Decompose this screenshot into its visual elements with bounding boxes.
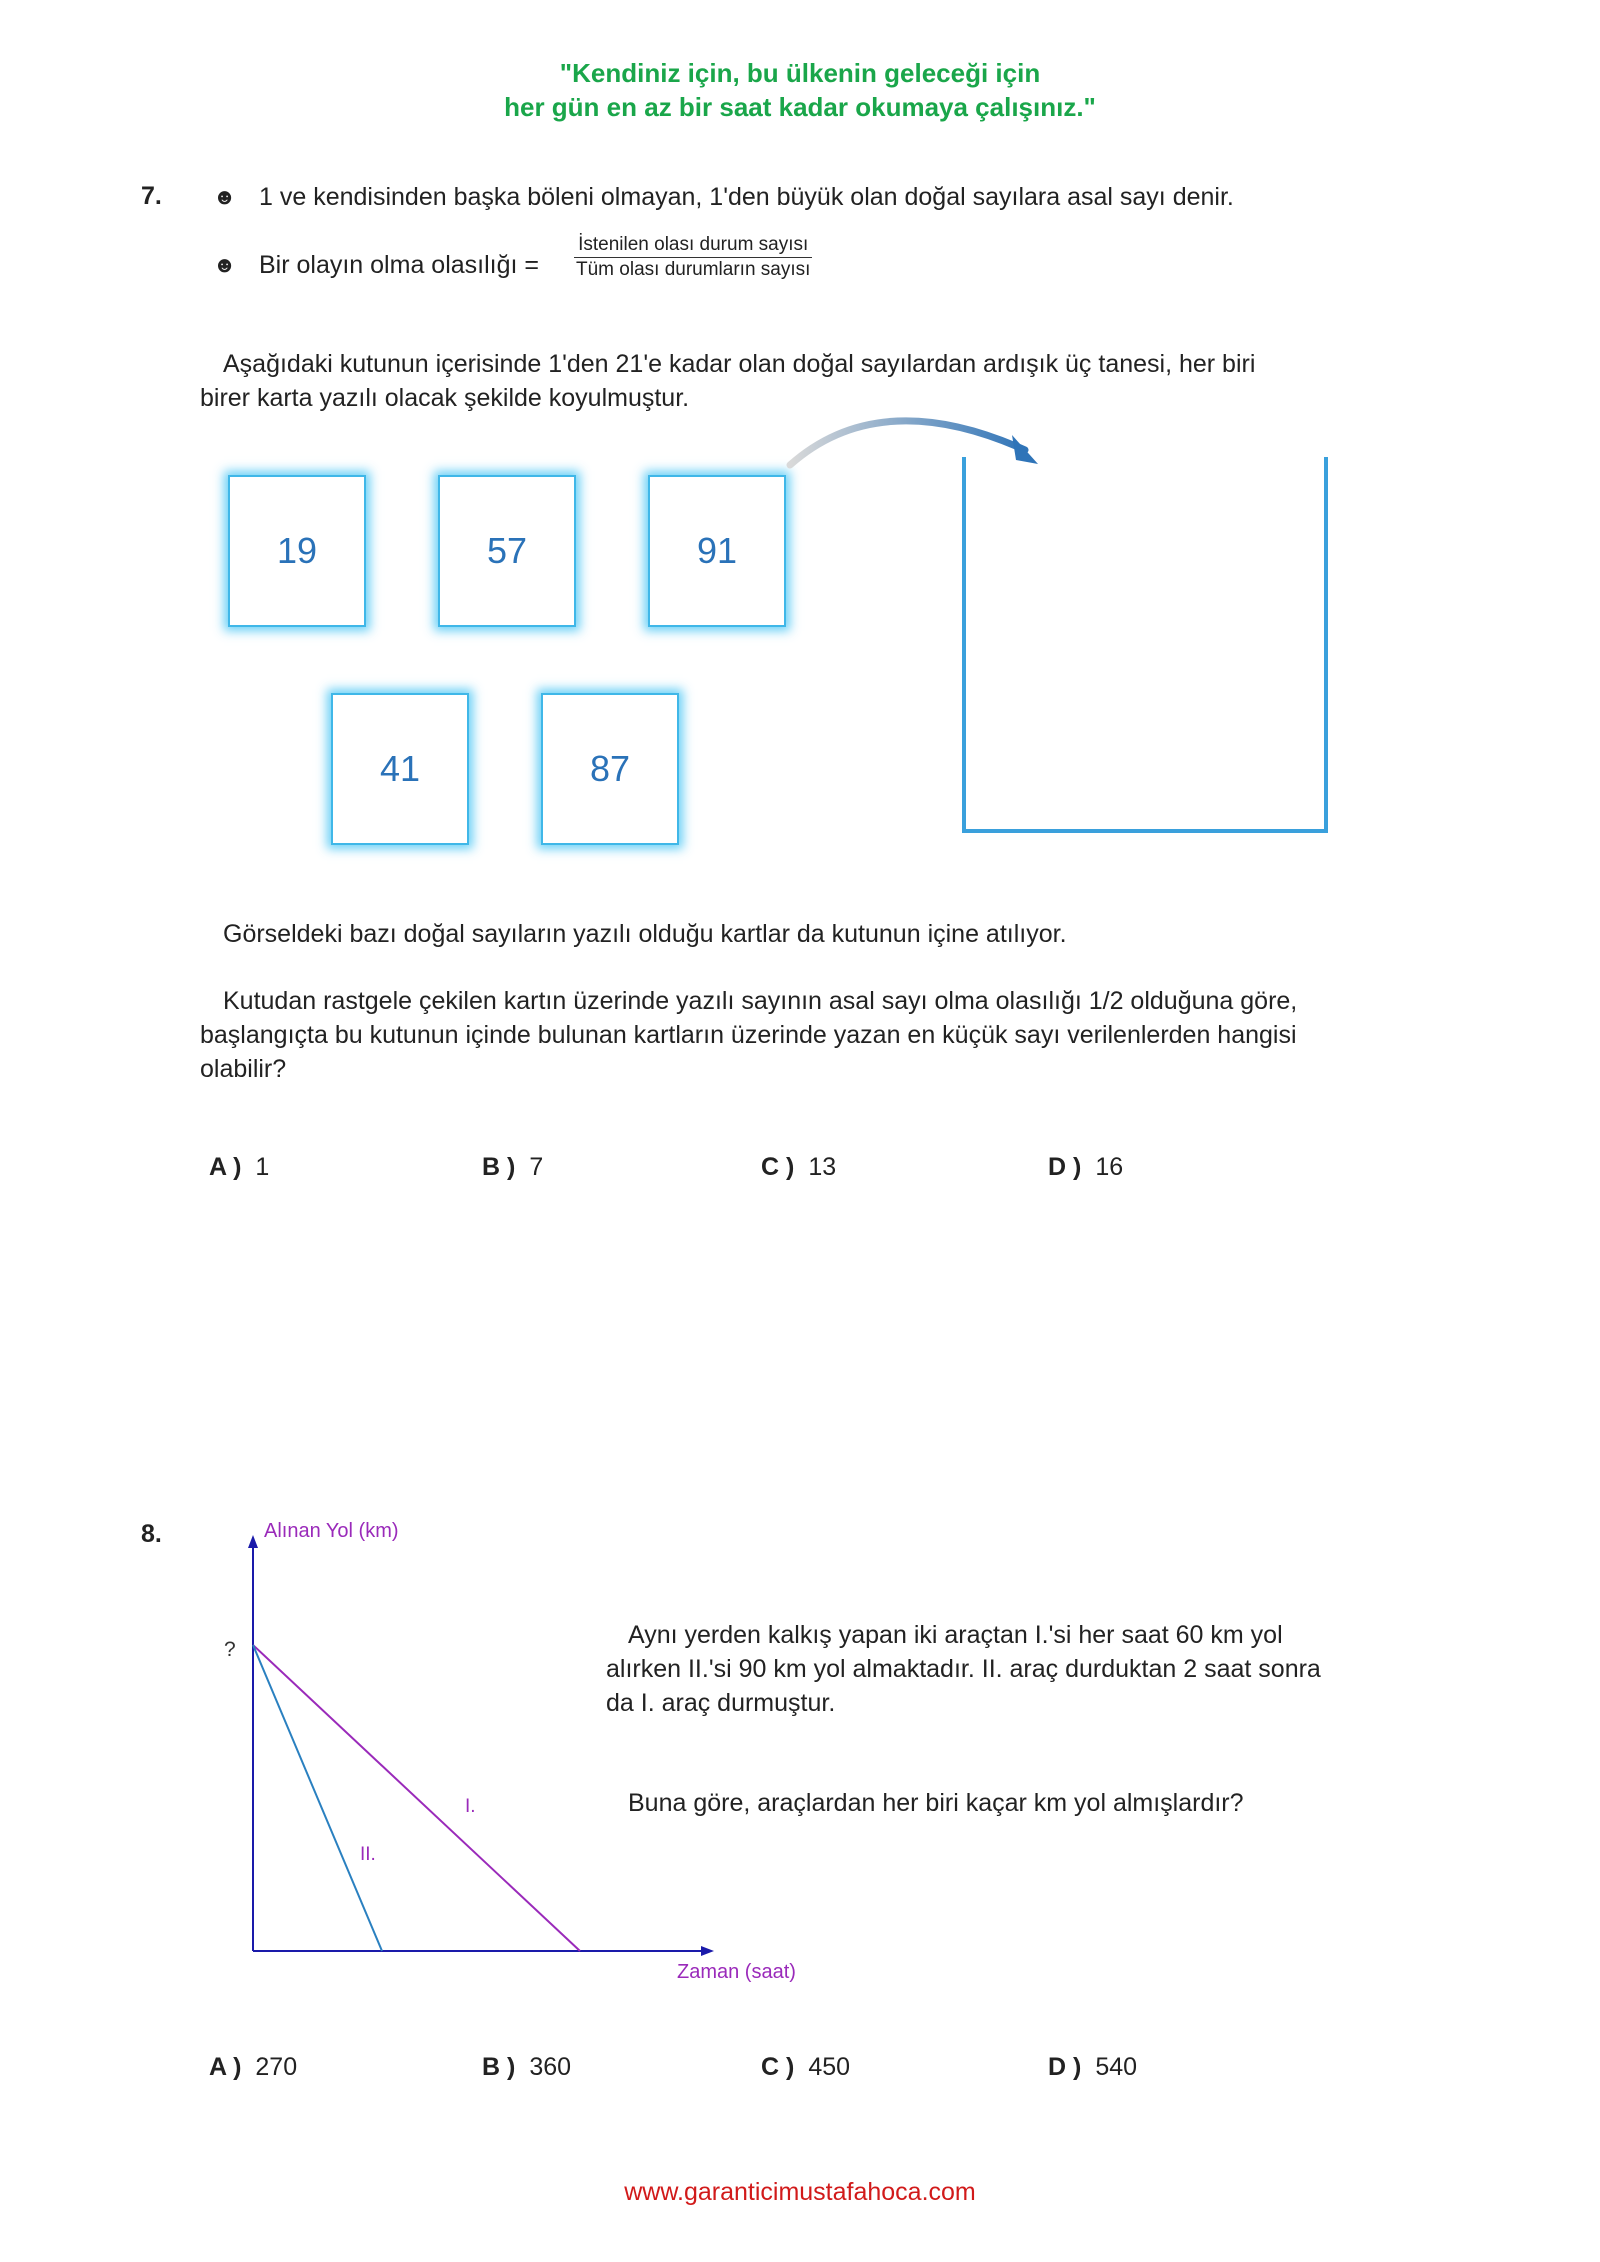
q7-option-b[interactable]: B ) 7 — [482, 1153, 544, 1181]
y-axis-label: Alınan Yol (km) — [264, 1520, 399, 1542]
footer-website-link[interactable]: www.garanticimustafahoca.com — [624, 2178, 976, 2206]
x-axis-arrow-icon — [701, 1946, 714, 1956]
q8-option-b[interactable]: B ) 360 — [482, 2053, 572, 2081]
q7-option-d[interactable]: D ) 16 — [1048, 1153, 1124, 1181]
q8-text-line-1: Aynı yerden kalkış yapan iki araçtan I.'si her saat 60 km yol — [628, 1621, 1283, 1649]
y-axis-arrow-icon — [248, 1535, 258, 1548]
line-ii — [253, 1645, 382, 1951]
q7-option-a[interactable]: A ) 1 — [209, 1153, 270, 1181]
intro-line-1: Aşağıdaki kutunun içerisinde 1'den 21'e kadar olan doğal sayılardan ardışık üç tanesi, her biri — [223, 350, 1256, 378]
intro-line-2: birer karta yazılı olacak şekilde koyulmuştur. — [200, 384, 690, 412]
smiley-bullet-icon: ☻ — [213, 184, 237, 209]
question-7-number: 7. — [141, 182, 162, 210]
probability-fraction — [572, 233, 814, 282]
distance-time-graph — [220, 1515, 820, 1995]
smiley-bullet-icon: ☻ — [213, 252, 237, 277]
q8-option-a[interactable]: A ) 270 — [209, 2053, 298, 2081]
q7-option-c[interactable]: C ) 13 — [761, 1153, 837, 1181]
q8-text-line-2: alırken II.'si 90 km yol almaktadır. II. araç durduktan 2 saat sonra — [606, 1655, 1321, 1683]
motto-line-1: "Kendiniz için, bu ülkenin geleceği için — [559, 58, 1041, 88]
number-card: 41 — [331, 693, 469, 845]
fraction-denominator: Tüm olası durumların sayısı — [576, 259, 811, 280]
question-8-number: 8. — [141, 1520, 162, 1548]
q8-option-d[interactable]: D ) 540 — [1048, 2053, 1138, 2081]
y-unknown-marker: ? — [224, 1638, 236, 1661]
q8-text-line-3: da I. araç durmuştur. — [606, 1689, 836, 1717]
question-7-line-2: başlangıçta bu kutunun içinde bulunan kartların üzerinde yazan en küçük sayı verilenlerden hangisi — [200, 1021, 1297, 1049]
x-axis-label: Zaman (saat) — [677, 1961, 796, 1983]
question-7-line-3: olabilir? — [200, 1055, 287, 1083]
line-ii-label: II. — [360, 1844, 376, 1865]
q8-question: Buna göre, araçlardan her biri kaçar km yol almışlardır? — [628, 1789, 1244, 1817]
number-card: 57 — [438, 475, 576, 627]
number-card: 91 — [648, 475, 786, 627]
prime-definition: 1 ve kendisinden başka böleni olmayan, 1'den büyük olan doğal sayılara asal sayı denir. — [259, 183, 1234, 211]
line-i-label: I. — [465, 1796, 476, 1817]
probability-label: Bir olayın olma olasılığı = — [259, 251, 539, 279]
open-box — [960, 455, 1330, 835]
fraction-numerator: İstenilen olası durum sayısı — [574, 233, 812, 258]
question-7-line-1: Kutudan rastgele çekilen kartın üzerinde yazılı sayının asal sayı olma olasılığı 1/2 olduğuna göre, — [223, 987, 1298, 1015]
q8-option-c[interactable]: C ) 450 — [761, 2053, 851, 2081]
number-card: 87 — [541, 693, 679, 845]
number-card: 19 — [228, 475, 366, 627]
statement: Görseldeki bazı doğal sayıların yazılı olduğu kartlar da kutunun içine atılıyor. — [223, 920, 1067, 948]
motto-line-2: her gün en az bir saat kadar okumaya çalışınız." — [504, 92, 1096, 122]
line-i — [253, 1645, 580, 1951]
